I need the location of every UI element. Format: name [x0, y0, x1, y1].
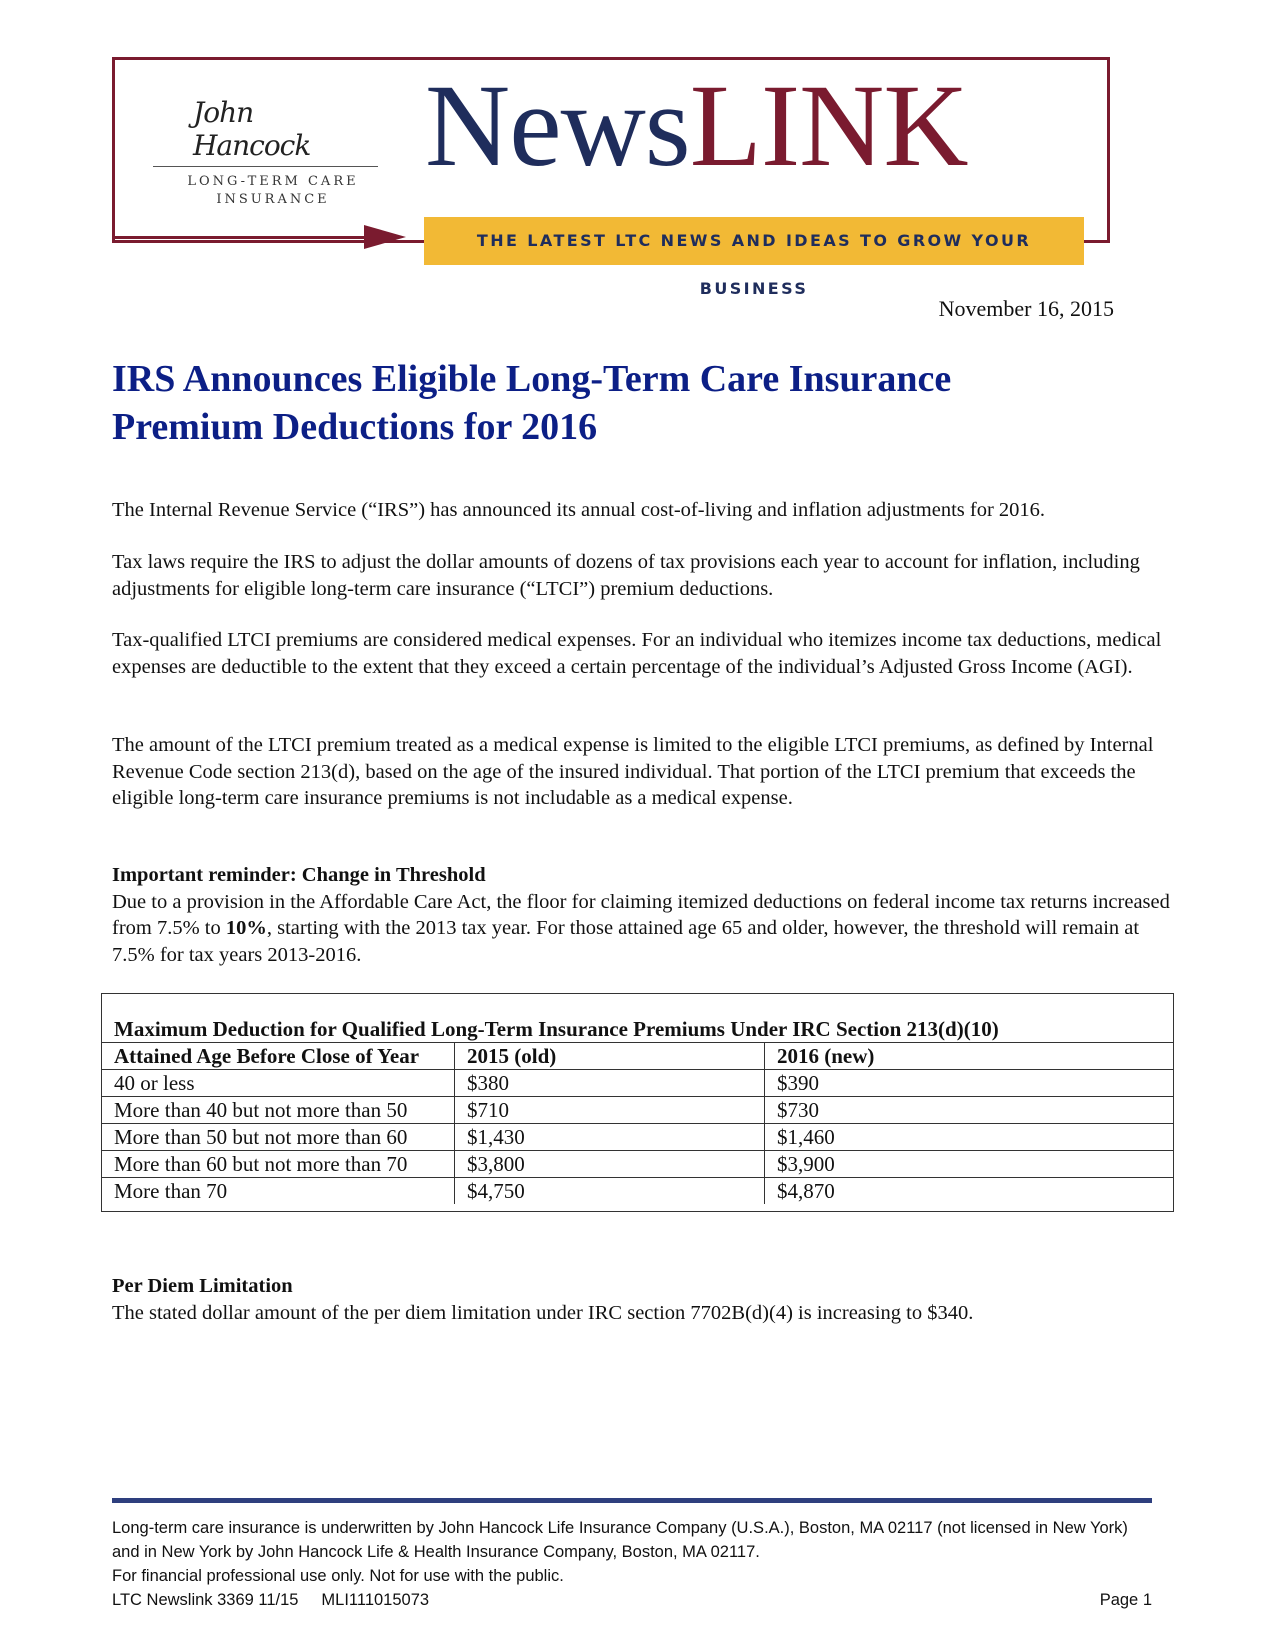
reminder-section	[112, 862, 1172, 968]
table-row	[102, 1097, 1173, 1124]
paragraph-tax-laws: Tax laws require the IRS to adjust the dollar amounts of dozens of tax provisions each year to account for inflation, including adjustments for eligible long-term care insurance (“LTCI”) premium deductions.	[112, 551, 1140, 600]
cell-age: More than 70	[102, 1178, 455, 1205]
footer	[112, 1516, 1152, 1612]
cell-2016: $1,460	[765, 1124, 1174, 1151]
cell-2016: $4,870	[765, 1178, 1174, 1205]
table-header-row	[102, 1043, 1173, 1070]
newsletter-date: November 16, 2015	[938, 296, 1114, 321]
reminder-threshold: 10%	[225, 917, 267, 939]
reminder-heading: Important reminder: Change in Threshold	[112, 864, 486, 886]
cell-2015: $380	[455, 1070, 765, 1097]
arrow-head-icon	[364, 225, 406, 249]
reminder-text-before: Due to a provision in the Affordable Care Act, the floor for claiming itemized deductions on federal income tax returns increased from 7.5% to	[112, 890, 1170, 939]
table-title: Maximum Deduction for Qualified Long-Term Insurance Premiums Under IRC Section 213(d)(10)	[102, 1016, 1173, 1043]
logo-script: John Hancock	[193, 96, 311, 162]
headline-line2: Premium Deductions for 2016	[112, 406, 598, 448]
newslink-title	[425, 60, 968, 191]
john-hancock-logo	[153, 96, 373, 209]
header-2015: 2015 (old)	[455, 1043, 765, 1070]
newslink-title-news: News	[425, 60, 690, 191]
paragraph-medical-expenses: Tax-qualified LTCI premiums are considered medical expenses. For an individual who itemizes income tax deductions, medical expenses are deductible to the extent that they exceed a certain percentage of the individual’s Adjusted Gross Income (AGI).	[112, 629, 1162, 678]
table-title-row	[102, 1016, 1173, 1043]
footer-code: LTC Newslink 3369 11/15 MLI111015073	[112, 1591, 430, 1609]
header-2016: 2016 (new)	[765, 1043, 1174, 1070]
cell-age: 40 or less	[102, 1070, 455, 1097]
newslink-title-link: LINK	[689, 60, 968, 191]
per-diem-text: The stated dollar amount of the per diem limitation under IRC section 7702B(d)(4) is increasing to $340.	[112, 1301, 974, 1324]
logo-divider	[153, 166, 378, 167]
reminder-text-after: , starting with the 2013 tax year. For those attained age 65 and older, however, the threshold will remain at 7.5% for tax years 2013-2016.	[112, 917, 1140, 966]
arrow-line	[112, 236, 374, 239]
cell-2015: $4,750	[455, 1178, 765, 1205]
cell-2015: $3,800	[455, 1151, 765, 1178]
cell-2016: $3,900	[765, 1151, 1174, 1178]
footer-underwriter: Long-term care insurance is underwritten by John Hancock Life Insurance Company (U.S.A.), Boston, MA 02117 (not licensed in New York) and in New York by John Hancock Life & Health Insurance Company, Boston, MA 02117.	[112, 1519, 1128, 1561]
tagline-banner: THE LATEST LTC NEWS AND IDEAS TO GROW YOUR BUSINESS	[424, 217, 1084, 265]
table-row	[102, 1124, 1173, 1151]
logo-subtitle-line2: INSURANCE	[216, 192, 330, 207]
paragraph-premium-limit: The amount of the LTCI premium treated as a medical expense is limited to the eligible LTCI premiums, as defined by Internal Revenue Code section 213(d), based on the age of the insured individual. That portion of the LTCI premium that exceeds the eligible long-term care insurance premiums is not includable as a medical expense.	[112, 734, 1154, 809]
headline-line1: IRS Announces Eligible Long-Term Care Insurance	[112, 358, 952, 400]
footer-disclaimer: For financial professional use only. Not for use with the public.	[112, 1567, 564, 1585]
table-row	[102, 1178, 1173, 1205]
per-diem-section	[112, 1273, 1172, 1326]
logo-subtitle-line1: LONG-TERM CARE	[187, 174, 359, 189]
table-row	[102, 1151, 1173, 1178]
logo-subtitle	[173, 173, 373, 209]
paragraph-intro: The Internal Revenue Service (“IRS”) has announced its annual cost-of-living and inflation adjustments for 2016.	[112, 499, 1046, 521]
cell-2015: $710	[455, 1097, 765, 1124]
cell-2015: $1,430	[455, 1124, 765, 1151]
masthead	[112, 57, 1110, 243]
deduction-table	[102, 1016, 1173, 1204]
footer-divider	[112, 1498, 1152, 1503]
deduction-table-box	[101, 993, 1174, 1212]
header-age: Attained Age Before Close of Year	[102, 1043, 455, 1070]
cell-age: More than 60 but not more than 70	[102, 1151, 455, 1178]
cell-age: More than 40 but not more than 50	[102, 1097, 455, 1124]
per-diem-heading: Per Diem Limitation	[112, 1275, 293, 1297]
cell-2016: $730	[765, 1097, 1174, 1124]
table-row	[102, 1070, 1173, 1097]
cell-2016: $390	[765, 1070, 1174, 1097]
page-number: Page 1	[1099, 1591, 1152, 1609]
headline	[112, 355, 1112, 451]
cell-age: More than 50 but not more than 60	[102, 1124, 455, 1151]
